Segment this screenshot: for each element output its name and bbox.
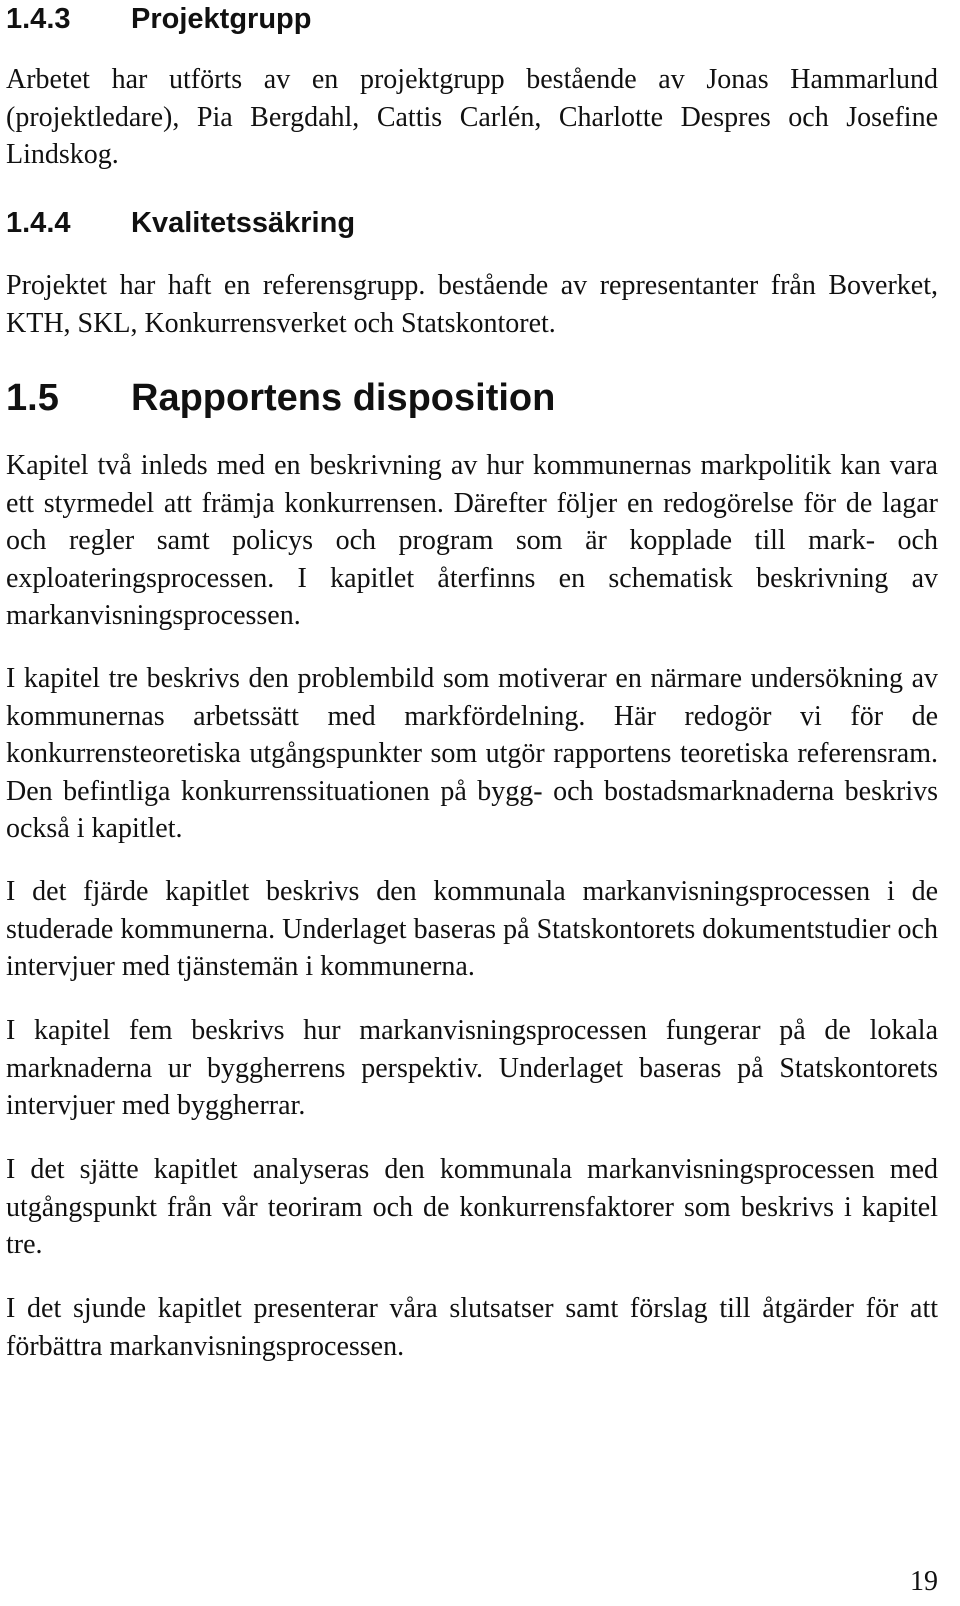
heading-title: Projektgrupp — [131, 3, 312, 35]
heading-number: 1.4.3 — [6, 3, 71, 35]
paragraph-disposition-3: I det fjärde kapitlet beskrivs den kommunala markanvisningsprocessen i de studerade kommunerna. Underlaget baseras på Statskontorets dokumentstudier och intervjuer med tjänstemän i kommunerna. — [6, 876, 938, 982]
paragraph-disposition-4: I kapitel fem beskrivs hur markanvisningsprocessen fungerar på de lokala marknaderna ur byggherrens perspektiv. Underlaget baseras på Statskontorets intervjuer med byggherrar. — [6, 1015, 938, 1121]
heading-title: Kvalitetssäkring — [131, 207, 356, 239]
heading-number: 1.5 — [6, 377, 59, 419]
paragraph-disposition-1: Kapitel två inleds med en beskrivning av hur kommunernas markpolitik kan vara ett styrmedel att främja konkurrensen. Därefter följer en redogörelse för de lagar och regler samt policys och program som är kopplade till mark- och exploateringsprocessen. I kapitlet återfinns en schematisk beskrivning av markanvisningsprocessen. — [6, 450, 938, 631]
paragraph-kvalitetssakring: Projektet har haft en referensgrupp. bestående av representanter från Boverket, KTH, SKL, Konkurrensverket och Statskontoret. — [6, 270, 938, 339]
paragraph-disposition-2: I kapitel tre beskrivs den problembild som motiverar en närmare undersökning av kommunernas arbetssätt med markfördelning. Här redogör vi för de konkurrensteoretiska utgångspunkter som utgör rapportens teoretiska referensram. Den befintliga konkurrenssituationen på bygg- och bostadsmarknaderna beskrivs också i kapitlet. — [6, 663, 938, 844]
paragraph-disposition-6: I det sjunde kapitlet presenterar våra slutsatser samt förslag till åtgärder för att förbättra markanvisningsprocessen. — [6, 1293, 938, 1362]
heading-kvalitetssakring — [6, 206, 355, 240]
page-number: 19 — [910, 1566, 938, 1597]
heading-projektgrupp — [6, 2, 311, 36]
paragraph-disposition-5: I det sjätte kapitlet analyseras den kommunala markanvisningsprocessen med utgångspunkt från vår teoriram och de konkurrensfaktorer som beskrivs i kapitel tre. — [6, 1154, 938, 1260]
paragraph-projektgrupp: Arbetet har utförts av en projektgrupp bestående av Jonas Hammarlund (projektledare), Pia Bergdahl, Cattis Carlén, Charlotte Despres och Josefine Lindskog. — [6, 64, 938, 170]
heading-rapportens-disposition — [6, 376, 555, 420]
heading-title: Rapportens disposition — [131, 377, 556, 419]
heading-number: 1.4.4 — [6, 207, 71, 239]
